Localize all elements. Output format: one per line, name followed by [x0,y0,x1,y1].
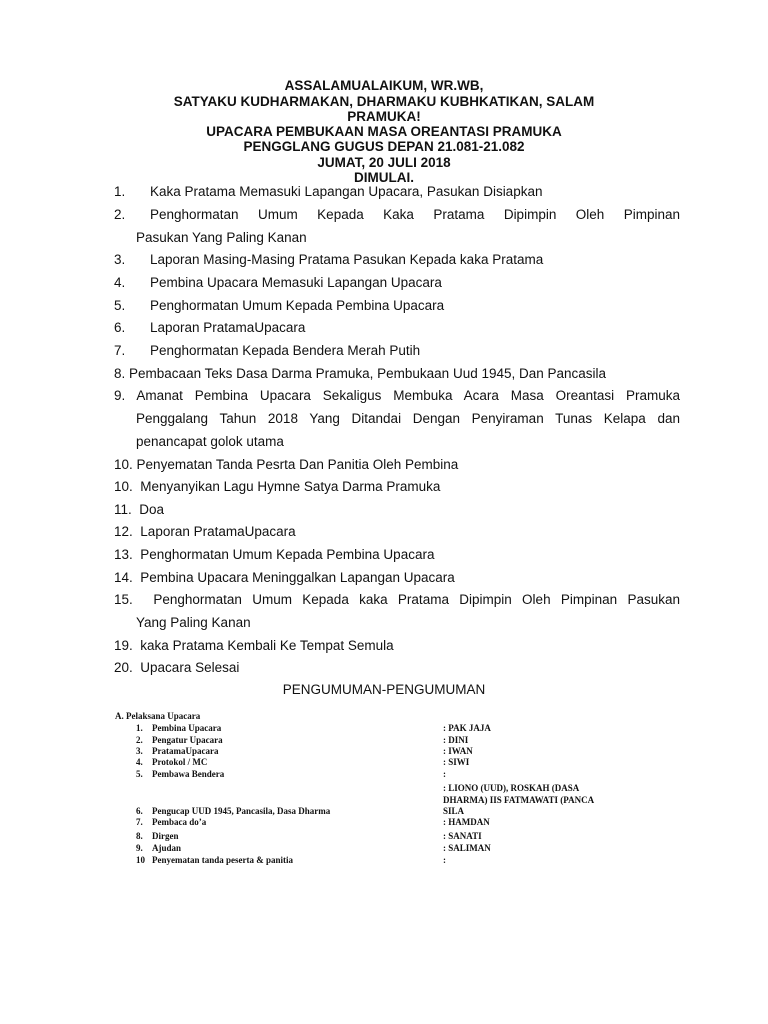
row-label: Pembaca do’a [152,817,207,827]
item-number: 9. [114,388,126,403]
item-text: Penghormatan Umum Kepada kaka Pratama Dipimpin Oleh Pimpinan Pasukan [153,592,680,607]
item-number: 20. [114,660,133,675]
item-number: 11. [114,502,132,517]
item-text: Penghormatan Kepada Bendera Merah Putih [150,343,421,358]
list-item [114,454,680,477]
row-number: 6. [136,806,143,816]
header-unit: PENGGLANG GUGUS DEPAN 21.081-21.082 [243,139,525,154]
item-text: Laporan PratamaUpacara [140,524,296,539]
row-number: 4. [136,757,143,767]
row-value: : [443,769,446,779]
row-number: 9. [136,843,143,853]
row-label: Pengatur Upacara [152,735,223,745]
item-number: 2. [114,207,126,222]
row-label: Pembawa Bendera [152,769,225,779]
row-value: : SIWI [443,757,470,767]
item-text: Kaka Pratama Memasuki Lapangan Upacara, Pasukan Disiapkan [150,184,543,199]
list-item [114,385,680,408]
item-text: Pembacaan Teks Dasa Darma Pramuka, Pembukaan Uud 1945, Dan Pancasila [129,366,607,381]
announcements-title: PENGUMUMAN-PENGUMUMAN [282,682,486,697]
list-item [114,521,680,544]
list-item [114,181,680,204]
item-number: 3. [114,252,126,267]
row-value: : LIONO (UUD), ROSKAH (DASA [443,783,580,793]
list-item [114,657,680,680]
item-number: 4. [114,275,126,290]
row-label: Penyematan tanda peserta & panitia [152,855,293,865]
item-text: Laporan PratamaUpacara [150,320,306,335]
row-value: : SANATI [443,831,482,841]
item-number: 19. [114,638,133,653]
item-number: 14. [114,570,133,585]
row-value: : SALIMAN [443,843,491,853]
item-text: Menyanyikan Lagu Hymne Satya Darma Pramuka [140,479,441,494]
list-item [114,544,680,567]
header-date: JUMAT, 20 JULI 2018 [317,155,451,170]
list-item [114,589,680,612]
row-label: Ajudan [152,843,182,853]
item-text: Penghormatan Umum Kepada Kaka Pratama Dipimpin Oleh Pimpinan [150,207,680,222]
row-number: 2. [136,735,143,745]
row-value: : DINI [443,735,469,745]
item-number: 13. [114,547,133,562]
item-text: Penghormatan Umum Kepada Pembina Upacara [150,298,445,313]
item-number: 5. [114,298,126,313]
header-motto-end: PRAMUKA! [347,109,421,124]
row-number: 3. [136,746,143,756]
header-start: DIMULAI. [354,170,414,185]
list-item [114,363,680,386]
list-item [114,567,680,590]
list-item [114,340,680,363]
row-number: 5. [136,769,143,779]
item-continuation: Yang Paling Kanan [136,615,251,630]
row-label: Dirgen [152,831,179,841]
section-heading: A. Pelaksana Upacara [115,711,201,721]
row-label: Pembina Upacara [152,723,222,733]
item-text: Penyematan Tanda Pesrta Dan Panitia Oleh Pembina [136,457,459,472]
list-item [114,635,680,658]
row-number: 10 [136,855,145,865]
item-text: Amanat Pembina Upacara Sekaligus Membuka Acara Masa Oreantasi Pramuka [136,388,680,403]
list-item [114,272,680,295]
list-item [114,295,680,318]
item-continuation: penancapat golok utama [136,434,284,449]
list-item [114,317,680,340]
item-text: kaka Pratama Kembali Ke Tempat Semula [140,638,394,653]
item-number: 7. [114,343,126,358]
item-text: Doa [139,502,165,517]
item-continuation: Penggalang Tahun 2018 Yang Ditandai Dengan Penyiraman Tunas Kelapa dan [136,411,680,426]
row-label: Protokol / MC [152,757,208,767]
row-value: : HAMDAN [443,817,490,827]
row-label: PratamaUpacara [152,746,219,756]
row-number: 7. [136,817,143,827]
item-text: Laporan Masing-Masing Pratama Pasukan Kepada kaka Pratama [150,252,544,267]
list-item [114,499,680,522]
list-item [114,476,680,499]
item-text: Pembina Upacara Meninggalkan Lapangan Upacara [140,570,455,585]
item-text: Pembina Upacara Memasuki Lapangan Upacara [150,275,442,290]
header-motto: SATYAKU KUDHARMAKAN, DHARMAKU KUBHKATIKAN, SALAM [173,94,595,109]
item-text: Upacara Selesai [140,660,240,675]
header-greeting: ASSALAMUALAIKUM, WR.WB, [284,78,484,93]
row-label: Pengucap UUD 1945, Pancasila, Dasa Dharma [152,806,331,816]
row-value: SILA [443,806,465,816]
item-number: 10. [114,457,133,472]
row-value: DHARMA) IIS FATMAWATI (PANCA [443,795,595,805]
item-number: 15. [114,592,133,607]
item-number: 6. [114,320,126,335]
list-item [114,249,680,272]
item-number: 12. [114,524,133,539]
row-number: 8. [136,831,143,841]
item-text: Penghormatan Umum Kepada Pembina Upacara [140,547,435,562]
item-number: 8. [114,366,126,381]
item-number: 1. [114,184,126,199]
row-value: : IWAN [443,746,473,756]
header-event-title: UPACARA PEMBUKAAN MASA OREANTASI PRAMUKA [206,124,562,139]
row-value: : [443,855,446,865]
row-value: : PAK JAJA [443,723,491,733]
row-number: 1. [136,723,143,733]
item-continuation: Pasukan Yang Paling Kanan [136,230,307,245]
list-item [114,204,680,227]
item-number: 10. [114,479,133,494]
